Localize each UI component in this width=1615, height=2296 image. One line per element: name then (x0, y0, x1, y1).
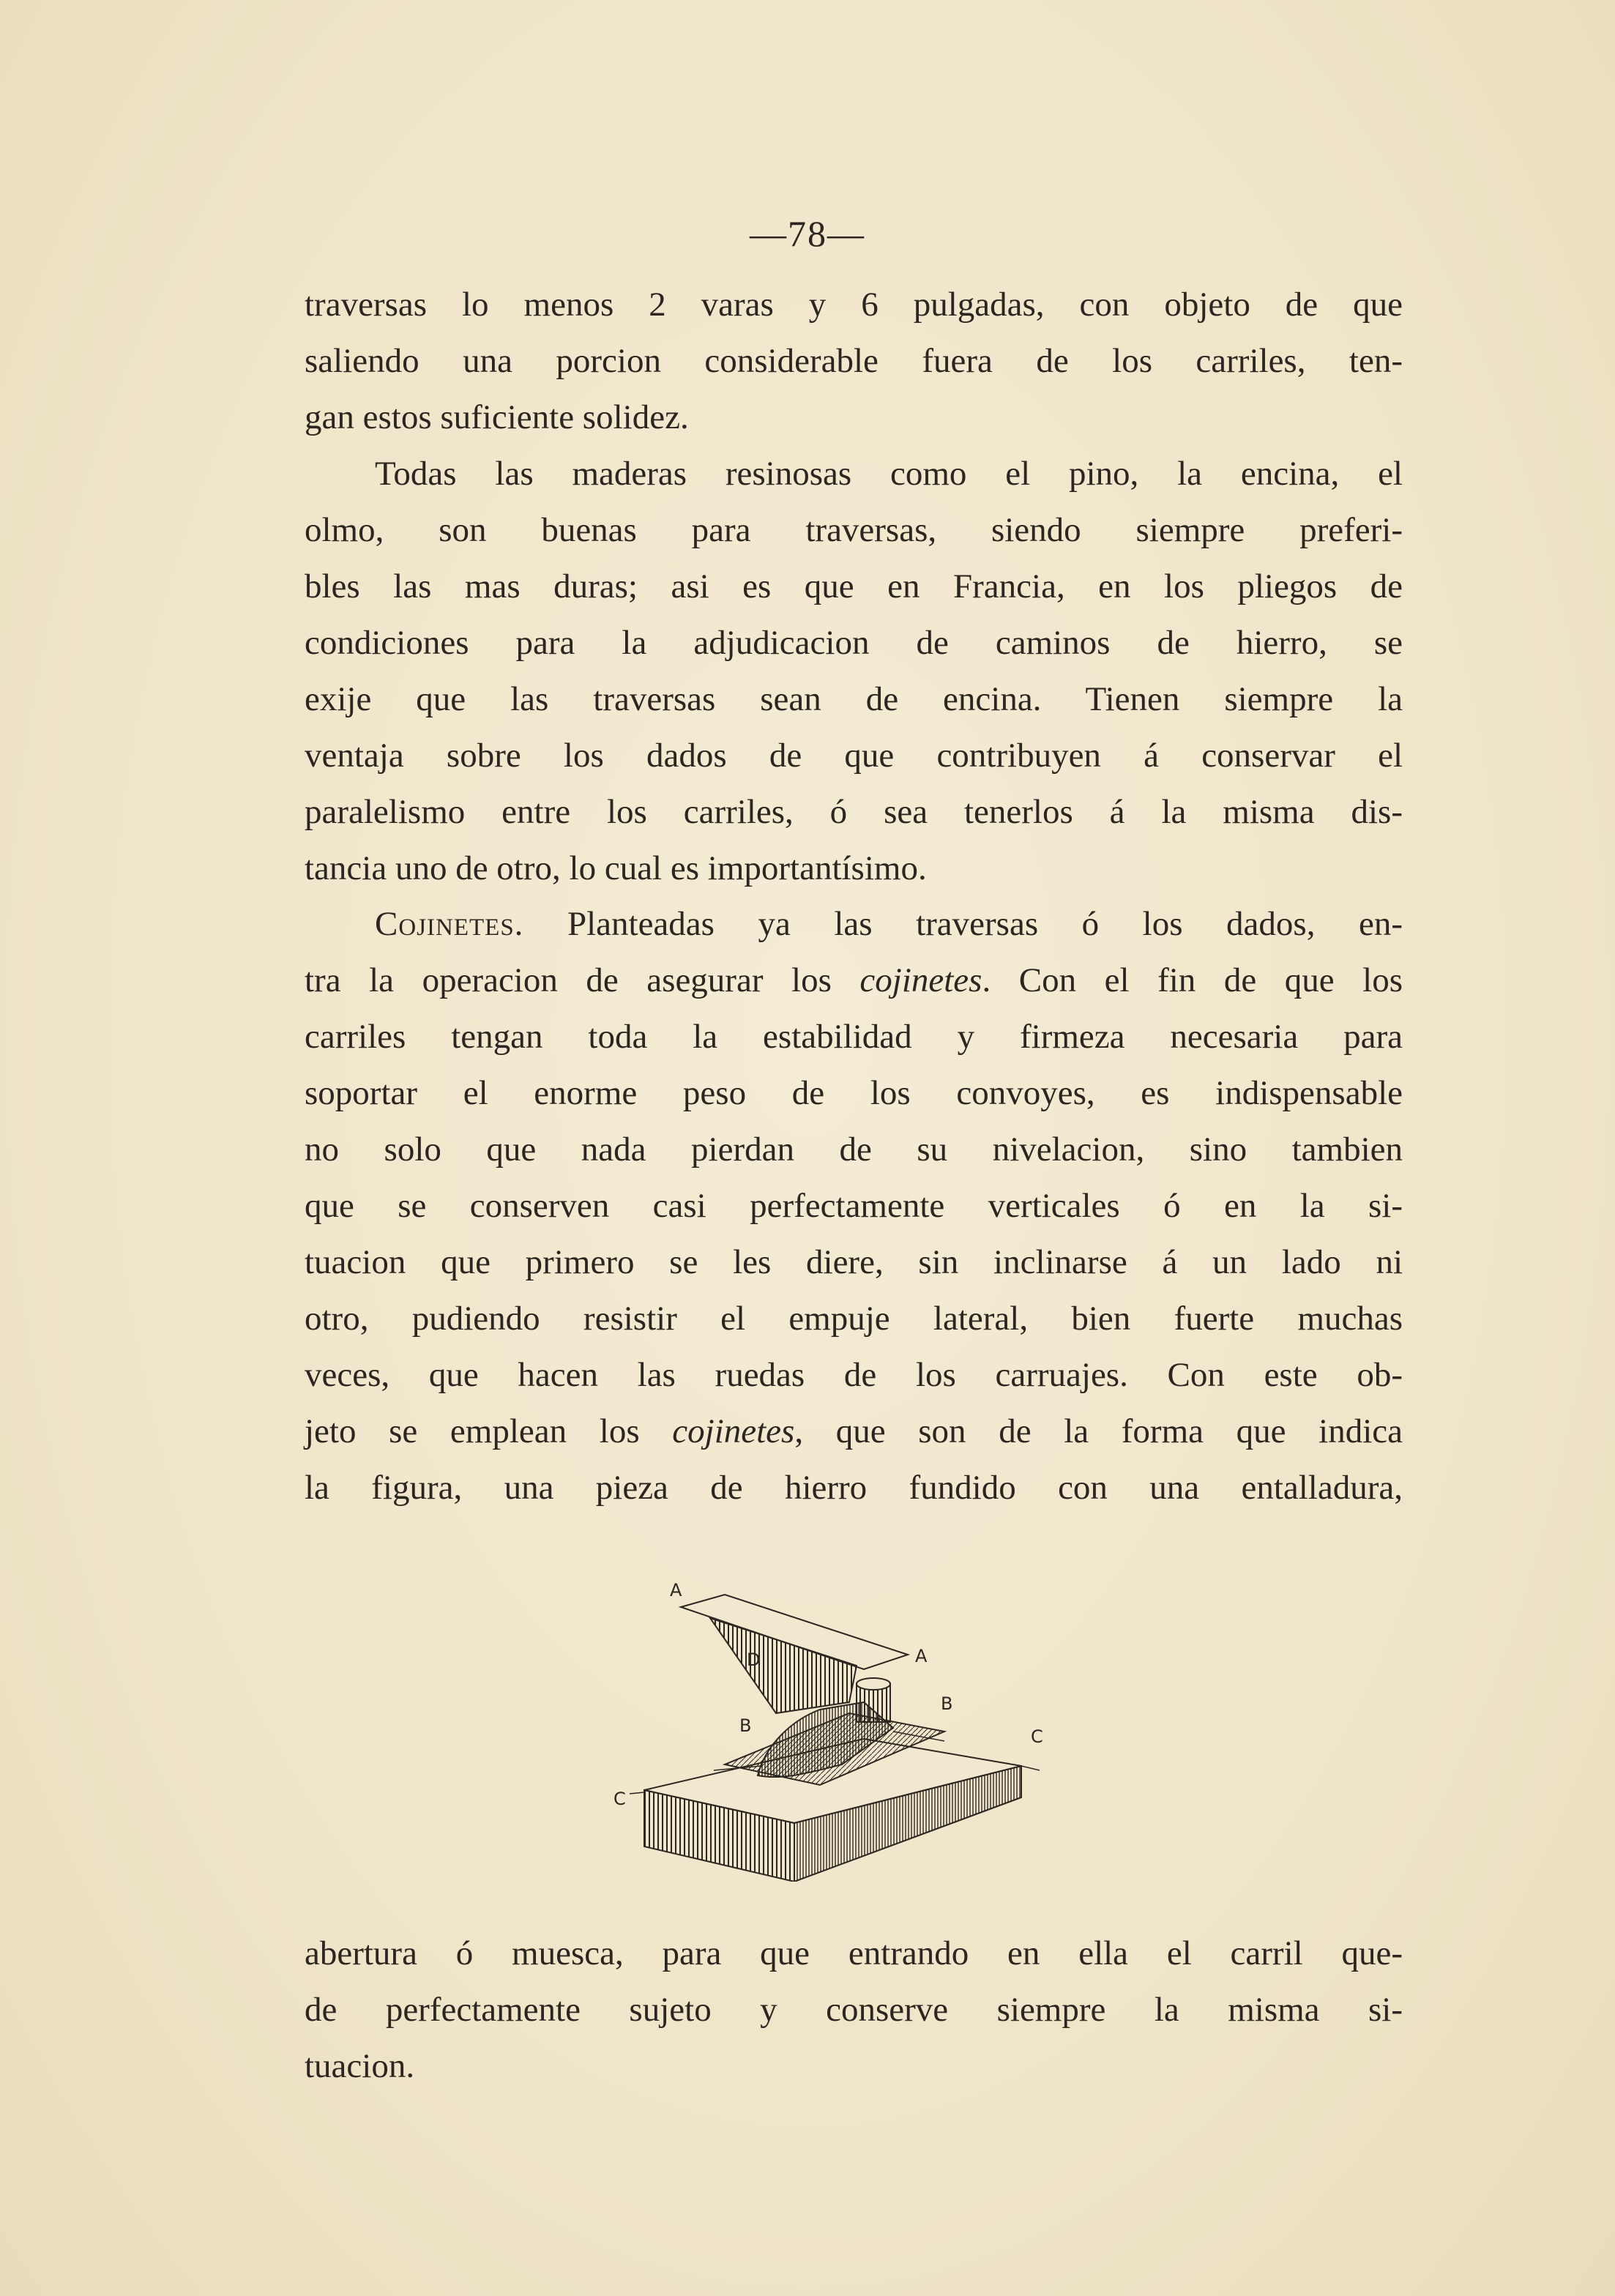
label-c-left: C (613, 1789, 626, 1809)
text-line: tuacion. (305, 2047, 415, 2085)
text-fragment: . Con el fin de que los (982, 961, 1403, 999)
italic-term: cojinetes (859, 961, 982, 999)
paragraph-maderas (305, 446, 1403, 897)
cojinete-figure (600, 1574, 1069, 1882)
text-line: traversas lo menos 2 varas y 6 pulgadas, con objeto de que (305, 286, 1403, 324)
key-top (857, 1678, 890, 1690)
text-fragment: Planteadas ya las traversas ó los dados, en- (523, 905, 1403, 943)
paragraph-continuation (305, 277, 1403, 446)
text-line: condiciones para la adjudicacion de caminos de hierro, se (305, 624, 1403, 662)
label-b-left: B (739, 1715, 752, 1736)
label-a-top: A (670, 1580, 682, 1600)
text-line: carriles tengan toda la estabilidad y firmeza necesaria para (305, 1018, 1403, 1056)
text-line: Todas las maderas resinosas como el pino, la encina, el (375, 455, 1403, 493)
text-line: exije que las traversas sean de encina. Tienen siempre la (305, 680, 1403, 718)
page-number: —78— (750, 213, 865, 254)
text-line: de perfectamente sujeto y conserve siempre la misma si- (305, 1991, 1403, 2029)
text-line: que se conserven casi perfectamente verticales ó en la si- (305, 1187, 1403, 1225)
text-line: no solo que nada pierdan de su nivelacion, sino tambien (305, 1130, 1403, 1168)
text-line: saliendo una porcion considerable fuera de los carriles, ten- (305, 342, 1403, 380)
text-fragment: , que son de la forma que indica (794, 1412, 1403, 1450)
cojinete-engraving (600, 1574, 1069, 1882)
text-line: tancia uno de otro, lo cual es importantísimo. (305, 849, 927, 887)
text-line: veces, que hacen las ruedas de los carruajes. Con este ob- (305, 1356, 1403, 1394)
text-line (305, 1404, 1403, 1460)
label-d: D (747, 1650, 761, 1670)
text-line: la figura, una pieza de hierro fundido con una entalladura, (305, 1469, 1403, 1507)
text-fragment: tra la operacion de asegurar los (305, 961, 860, 999)
label-b-right: B (941, 1693, 953, 1714)
text-line: bles las mas duras; asi es que en Francia, en los pliegos de (305, 567, 1403, 605)
label-a-right: A (915, 1646, 928, 1666)
paragraph-cojinetes (305, 896, 1403, 1516)
text-line: soportar el enorme peso de los convoyes, es indispensable (305, 1074, 1403, 1112)
text-line: paralelismo entre los carriles, ó sea tenerlos á la misma dis- (305, 793, 1403, 831)
text-line: ventaja sobre los dados de que contribuyen á conservar el (305, 737, 1403, 775)
text-line (305, 953, 1403, 1009)
text-line: tuacion que primero se les diere, sin inclinarse á un lado ni (305, 1243, 1403, 1281)
label-c-right: C (1031, 1726, 1043, 1747)
section-heading: Cojinetes. (375, 905, 524, 943)
text-line: gan estos suficiente solidez. (305, 398, 689, 436)
italic-term: cojinetes (672, 1412, 795, 1450)
text-line: olmo, son buenas para traversas, siendo siempre preferi- (305, 511, 1403, 549)
text-line: abertura ó muesca, para que entrando en ella el carril que- (305, 1934, 1403, 1972)
text-line: otro, pudiendo resistir el empuje lateral, bien fuerte muchas (305, 1300, 1403, 1338)
paragraph-abertura (305, 1926, 1403, 2095)
text-line (305, 896, 1403, 953)
text-fragment: jeto se emplean los (305, 1412, 673, 1450)
